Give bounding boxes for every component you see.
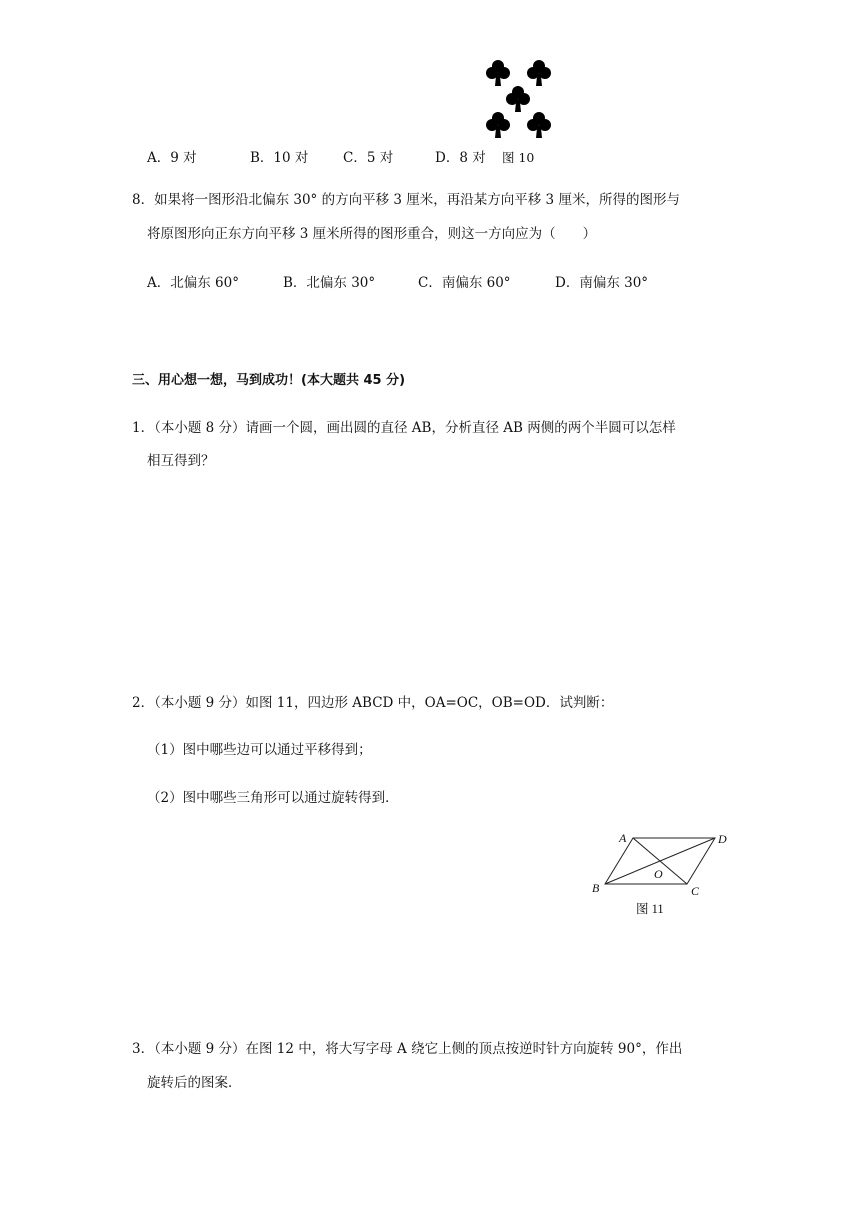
club-icon <box>486 112 510 138</box>
section-3-heading: 三、用心想一想，马到成功！(本大题共 45 分) <box>132 373 406 388</box>
problem-2-line1: 2．（本小题 9 分）如图 11，四边形 ABCD 中，OA=OC，OB=OD．试判断： <box>132 695 614 711</box>
club-icon <box>506 86 530 112</box>
problem-3-line1: 3．（本小题 9 分）在图 12 中，将大写字母 A 绕它上侧的顶点按逆时针方向旋转 90°，作出 <box>132 1041 683 1057</box>
q7-option-b: B．10 对 <box>250 150 309 166</box>
q8-option-a: A．北偏东 60° <box>147 275 239 291</box>
problem-2-sub2: （2）图中哪些三角形可以通过旋转得到． <box>147 790 399 806</box>
figure-10-caption: 图 10 <box>502 150 535 165</box>
label-o: O <box>654 867 663 881</box>
club-icon <box>527 60 551 86</box>
q7-option-d: D．8 对 <box>435 150 486 166</box>
q8-option-c: C．南偏东 60° <box>418 275 511 291</box>
q8-option-d: D．南偏东 30° <box>555 275 649 291</box>
figure-10-clubs <box>484 56 556 148</box>
q8-text-line1: 8．如果将一图形沿北偏东 30° 的方向平移 3 厘米，再沿某方向平移 3 厘米，所得的图形与 <box>132 192 680 208</box>
q7-option-a: A．9 对 <box>147 150 197 166</box>
q7-option-c: C．5 对 <box>343 150 394 166</box>
problem-1-line2: 相互得到？ <box>147 453 215 469</box>
problem-2-sub1: （1）图中哪些边可以通过平移得到； <box>147 742 372 758</box>
q8-text-line2: 将原图形向正东方向平移 3 厘米所得的图形重合，则这一方向应为（ ） <box>147 226 597 242</box>
label-c: C <box>691 884 700 898</box>
label-a: A <box>619 831 627 845</box>
figure-11-parallelogram <box>585 826 735 918</box>
q8-option-b: B．北偏东 30° <box>283 275 376 291</box>
problem-1-line1: 1．（本小题 8 分）请画一个圆，画出圆的直径 AB，分析直径 AB 两侧的两个半圆可以怎样 <box>132 420 676 436</box>
label-b: B <box>592 881 600 895</box>
club-icon <box>527 112 551 138</box>
label-d: D <box>718 832 727 846</box>
club-icon <box>486 60 510 86</box>
problem-3-line2: 旋转后的图案． <box>147 1075 242 1091</box>
figure-11-caption: 图 11 <box>636 902 664 916</box>
